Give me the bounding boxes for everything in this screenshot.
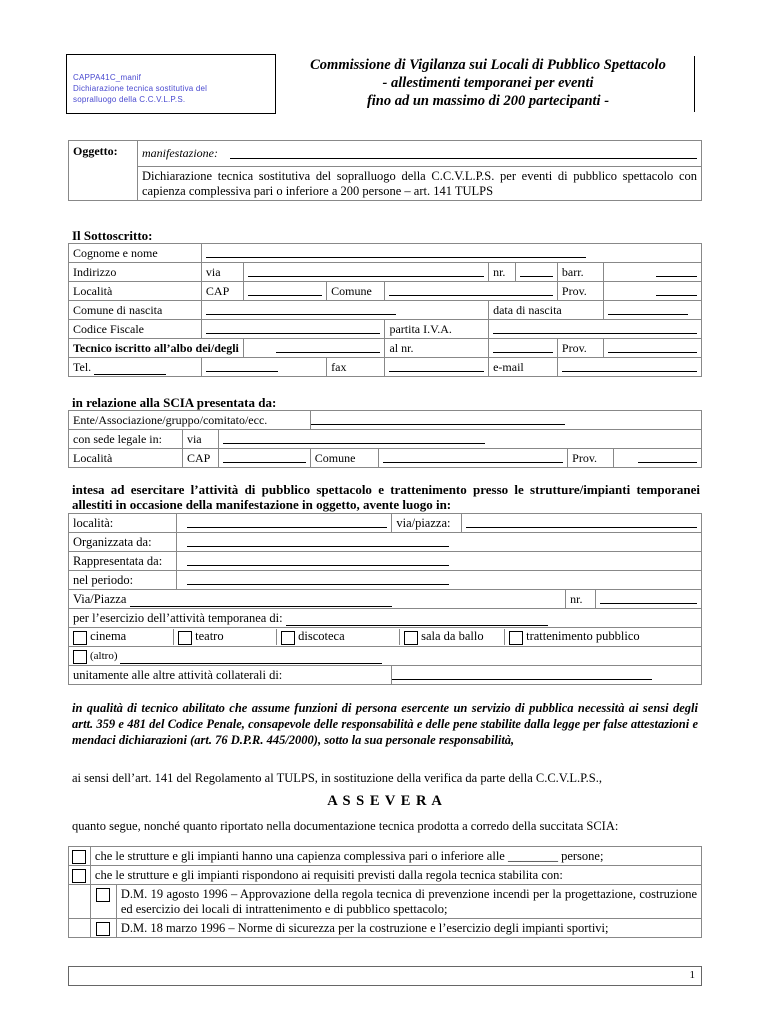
altro-checkbox[interactable] [73,650,87,664]
fax-label [327,358,385,377]
header-title-2: - allestimenti temporanei per eventi [382,75,594,91]
scia-localita-label: Località [69,449,183,468]
prov-albo-label: Prov. [557,339,603,358]
check4-checkbox[interactable] [96,922,110,936]
activity-options [69,628,702,647]
qualita-paragraph: in qualità di tecnico abilitato che assume funzioni di persona esercente un servizio di pubblica necessità ai sensi degli artt. 359 e 481 del Codice Penale, consapevole delle responsabilità e delle pene stabilite dalla legge per false attestazioni e mendaci dichiarazioni (art. 76 D.P.R. 445/2000), sotto la sua personale responsabilità, [72,701,698,747]
scia-prov-field[interactable] [614,449,702,468]
codice-fiscale-field[interactable] [201,320,385,339]
scia-cap-label: CAP [182,449,218,468]
tecnico-label: Tecnico iscritto all’albo dei/degli [69,339,244,358]
discoteca-label: discoteca [298,629,345,644]
teatro-checkbox[interactable] [178,631,192,645]
att-nr-label: nr. [566,590,596,609]
comune-nascita-field[interactable] [201,301,488,320]
ente-field[interactable] [310,411,701,430]
quanto-segue-paragraph: quanto segue, nonché quanto riportato nella documentazione tecnica prodotta a corredo della succitata SCIA: [72,819,619,833]
cognome-field[interactable] [201,244,701,263]
document-code-desc-2: sopralluogo della C.C.V.L.P.S. [73,95,186,104]
periodo-label: nel periodo: [69,571,177,590]
sede-label: con sede legale in: [69,430,183,449]
scia-cap-field[interactable] [218,449,310,468]
organizzata-field[interactable] [176,533,701,552]
comune-nascita-label: Comune di nascita [69,301,202,320]
ente-label: Ente/Associazione/gruppo/comitato/ecc. [69,411,311,430]
via-field[interactable] [243,263,488,282]
comune-label: Comune [327,282,385,301]
email-field[interactable] [557,358,701,377]
scia-title: in relazione alla SCIA presentata da: [72,395,277,410]
check3-spacer [69,885,91,919]
nr-field[interactable] [516,263,558,282]
trattenimento-label: trattenimento pubblico [526,629,640,644]
localita-label: Località [69,282,202,301]
prov-albo-field[interactable] [603,339,701,358]
document-code: CAPPA41C_manif [73,73,142,82]
fax-text: fax [331,359,347,374]
manifestazione-field[interactable] [226,141,702,167]
data-nascita-label: data di nascita [489,301,604,320]
attivita-table [68,513,702,685]
cap-field[interactable] [243,282,326,301]
organizzata-label: Organizzata da: [69,533,177,552]
prov-label: Prov. [557,282,603,301]
sala-ballo-checkbox[interactable] [404,631,418,645]
tel-field[interactable] [69,358,202,377]
cap-label: CAP [201,282,243,301]
esercizio-label: per l’esercizio dell’attività temporanea di: [73,610,283,625]
prov-field[interactable] [603,282,701,301]
cognome-label: Cognome e nome [69,244,202,263]
indirizzo-label: Indirizzo [69,263,202,282]
check2-checkbox[interactable] [72,869,86,883]
manifestazione-label: manifestazione: [138,141,227,167]
sottoscritto-title: Il Sottoscritto: [72,228,153,243]
scia-table [68,410,702,468]
att-localita-field[interactable] [176,514,391,533]
document-code-box [66,54,276,114]
partita-iva-label: partita I.V.A. [385,320,489,339]
tecnico-field[interactable] [243,339,385,358]
partita-iva-field[interactable] [489,320,702,339]
discoteca-checkbox[interactable] [281,631,295,645]
altro-row[interactable] [69,647,702,666]
esercizio-row[interactable] [69,609,702,628]
sottoscritto-table [68,243,702,377]
cinema-label: cinema [90,629,127,644]
oggetto-label: Oggetto: [69,141,138,201]
tel-label: Tel. [73,359,92,374]
page-number: 1 [689,969,695,981]
check2-label: che le strutture e gli impianti rispondono ai requisiti previsti dalla regola tecnica stabilita con: [90,866,701,885]
oggetto-description: Dichiarazione tecnica sostitutiva del sopralluogo della C.C.V.L.P.S. per eventi di pubblico spettacolo con capienza complessiva pari o inferiore a 200 persone – art. 141 TULPS [138,167,702,201]
via-piazza-row[interactable] [69,590,566,609]
check1-label: che le strutture e gli impianti hanno una capienza complessiva pari o inferiore alle ________ persone; [90,847,701,866]
header-title-1: Commissione di Vigilanza sui Locali di Pubblico Spettacolo [310,57,666,73]
al-nr-label [385,339,489,358]
att-via-field[interactable] [462,514,702,533]
check3-label: D.M. 19 agosto 1996 – Approvazione della regola tecnica di prevenzione incendi per la progettazione, costruzione ed esercizio dei locali di intrattenimento e di pubblico spettacolo; [116,885,701,919]
att-via-label: via/piazza: [392,514,462,533]
sala-ballo-label: sala da ballo [421,629,484,644]
tel-field-2[interactable] [201,358,326,377]
comune-field[interactable] [385,282,557,301]
teatro-label: teatro [195,629,224,644]
document-header [282,56,695,112]
oggetto-table [68,140,702,201]
periodo-field[interactable] [176,571,701,590]
rappresentata-field[interactable] [176,552,701,571]
data-nascita-field[interactable] [603,301,701,320]
check4-cell [90,919,116,938]
check1-cell [69,847,91,866]
nr-label: nr. [489,263,516,282]
via-label: via [201,263,243,282]
fax-field[interactable] [385,358,489,377]
email-label: e-mail [489,358,558,377]
check3-checkbox[interactable] [96,888,110,902]
att-localita-label: località: [69,514,177,533]
barr-field[interactable] [603,263,701,282]
check4-spacer [69,919,91,938]
collaterali-field[interactable] [392,666,702,685]
scia-comune-field[interactable] [378,449,567,468]
al-nr-field[interactable] [489,339,558,358]
altro-label: (altro) [90,650,118,663]
via-piazza-label: Via/Piazza [73,591,127,606]
collaterali-label: unitamente alle altre attività collaterali di: [69,666,392,685]
assevera-heading: A S S E V E R A [327,793,443,809]
al-nr-text: al nr. [389,340,414,355]
page-footer [68,966,702,986]
scia-prov-label: Prov. [568,449,614,468]
trattenimento-checkbox[interactable] [509,631,523,645]
assevera-checklist [68,846,702,938]
attivita-title: intesa ad esercitare l’attività di pubblico spettacolo e trattenimento presso le strutture/impianti temporanei allestiti in occasione della manifestazione in oggetto, avente luogo in: [72,482,700,512]
scia-via-field[interactable] [218,430,701,449]
rappresentata-label: Rappresentata da: [69,552,177,571]
check1-checkbox[interactable] [72,850,86,864]
ai-sensi-paragraph: ai sensi dell’art. 141 del Regolamento al TULPS, in sostituzione della verifica da parte della C.C.V.L.P.S., [72,771,602,785]
scia-via-label: via [182,430,218,449]
att-nr-field[interactable] [596,590,702,609]
document-code-desc-1: Dichiarazione tecnica sostitutiva del [73,84,208,93]
check2-cell [69,866,91,885]
cinema-checkbox[interactable] [73,631,87,645]
codice-fiscale-label: Codice Fiscale [69,320,202,339]
check4-label: D.M. 18 marzo 1996 – Norme di sicurezza per la costruzione e l’esercizio degli impianti sportivi; [116,919,701,938]
barr-label: barr. [557,263,603,282]
scia-comune-label: Comune [310,449,378,468]
check3-cell [90,885,116,919]
header-title-3: fino ad un massimo di 200 partecipanti - [366,93,610,109]
